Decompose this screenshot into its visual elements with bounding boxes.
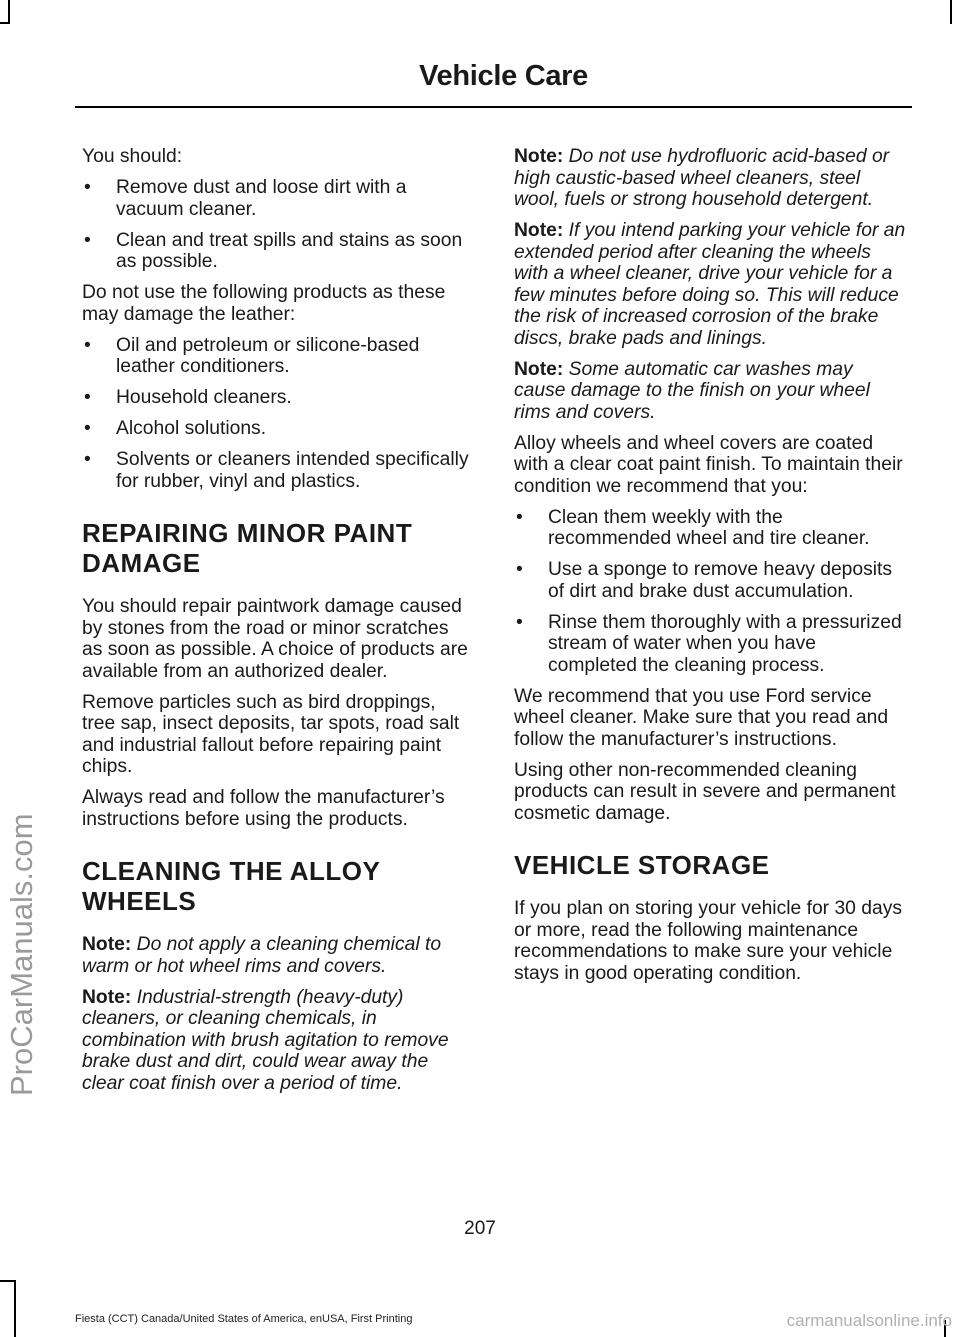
crop-mark xyxy=(950,0,952,24)
note xyxy=(514,220,906,349)
side-watermark: ProCarManuals.com xyxy=(4,813,39,1096)
recommend-list xyxy=(514,507,906,677)
list-item: • Clean them weekly with the recommended wheel and tire cleaner. xyxy=(514,507,906,550)
paragraph: If you plan on storing your vehicle for 30 days or more, read the following maintenance recommendations to make sure your vehicle stays in good operating condition. xyxy=(514,898,902,984)
footer-watermark: carmanualsonline.info xyxy=(786,1311,952,1330)
should-list xyxy=(82,177,474,273)
list-item: • Oil and petroleum or silicone-based leather conditioners. xyxy=(82,335,474,378)
page-number: 207 xyxy=(464,1218,496,1239)
heading-line: REPAIRING MINOR PAINT xyxy=(82,518,413,548)
left-column xyxy=(82,146,474,1104)
note-text: Some automatic car washes may cause damage to the finish on your wheel rims and covers. xyxy=(514,358,870,423)
note xyxy=(82,987,474,1095)
crop-mark xyxy=(14,1280,16,1337)
note-label: Note: xyxy=(82,934,132,955)
section-heading-alloy-wheels xyxy=(82,856,474,916)
crop-mark xyxy=(8,0,10,24)
list-item: • Clean and treat spills and stains as soon as possible. xyxy=(82,230,474,273)
list-item: • Use a sponge to remove heavy deposits of dirt and brake dust accumulation. xyxy=(514,559,906,602)
page-header-title: Vehicle Care xyxy=(419,60,588,92)
header-rule xyxy=(75,106,912,108)
crop-mark xyxy=(0,1280,16,1282)
list-item: • Solvents or cleaners intended specifically for rubber, vinyl and plastics. xyxy=(82,449,474,492)
paragraph: You should repair paintwork damage caused by stones from the road or minor scratches as soon as possible. A choice of products are available from an authorized dealer. xyxy=(82,596,468,682)
heading-line: DAMAGE xyxy=(82,548,201,578)
heading-line: CLEANING THE ALLOY xyxy=(82,856,381,886)
paragraph: We recommend that you use Ford service wheel cleaner. Make sure that you read and follow the manufacturer’s instructions. xyxy=(514,685,889,750)
list-item: • Rinse them thoroughly with a pressurized stream of water when you have completed the cleaning process. xyxy=(514,612,906,677)
note xyxy=(514,146,906,211)
list-item: • Household cleaners. xyxy=(82,387,474,409)
do-not-use-text: Do not use the following products as these may damage the leather: xyxy=(82,282,446,325)
paragraph: Always read and follow the manufacturer’s instructions before using the products. xyxy=(82,787,445,830)
note-text: Do not apply a cleaning chemical to warm or hot wheel rims and covers. xyxy=(82,934,442,977)
list-item: • Alcohol solutions. xyxy=(82,418,474,440)
note-label: Note: xyxy=(514,358,564,380)
footer-text: Fiesta (CCT) Canada/United States of America, enUSA, First Printing xyxy=(75,1313,413,1325)
intro-text: You should: xyxy=(82,146,183,167)
right-column xyxy=(514,146,906,994)
note-label: Note: xyxy=(82,986,132,1008)
note xyxy=(514,359,906,424)
avoid-list xyxy=(82,335,474,493)
note-text: If you intend parking your vehicle for an extended period after cleaning the wheels with a wheel cleaner, drive your vehicle for a few minutes before doing so. This will reduce the risk of increased corrosion of the brake discs, brake pads and linings. xyxy=(514,220,906,349)
note-label: Note: xyxy=(514,220,564,241)
crop-mark xyxy=(0,22,10,24)
list-item: • Remove dust and loose dirt with a vacuum cleaner. xyxy=(82,177,474,220)
note-text: Industrial-strength (heavy-duty) cleaners, or cleaning chemicals, in combination with brush agitation to remove brake dust and dirt, could wear away the clear coat finish over a period of time. xyxy=(82,986,449,1094)
paragraph: Alloy wheels and wheel covers are coated with a clear coat paint finish. To maintain their condition we recommend that you: xyxy=(514,432,903,497)
section-heading-vehicle-storage: VEHICLE STORAGE xyxy=(514,850,770,880)
section-heading-repairing-paint xyxy=(82,518,474,578)
note-label: Note: xyxy=(514,146,564,167)
note xyxy=(82,934,474,977)
paragraph: Remove particles such as bird droppings, tree sap, insect deposits, tar spots, road salt and industrial fallout before repairing paint chips. xyxy=(82,691,460,777)
heading-line: WHEELS xyxy=(82,886,197,916)
paragraph: Using other non-recommended cleaning products can result in severe and permanent cosmetic damage. xyxy=(514,759,896,824)
note-text: Do not use hydrofluoric acid-based or high caustic-based wheel cleaners, steel wool, fuels or strong household detergent. xyxy=(514,146,890,210)
